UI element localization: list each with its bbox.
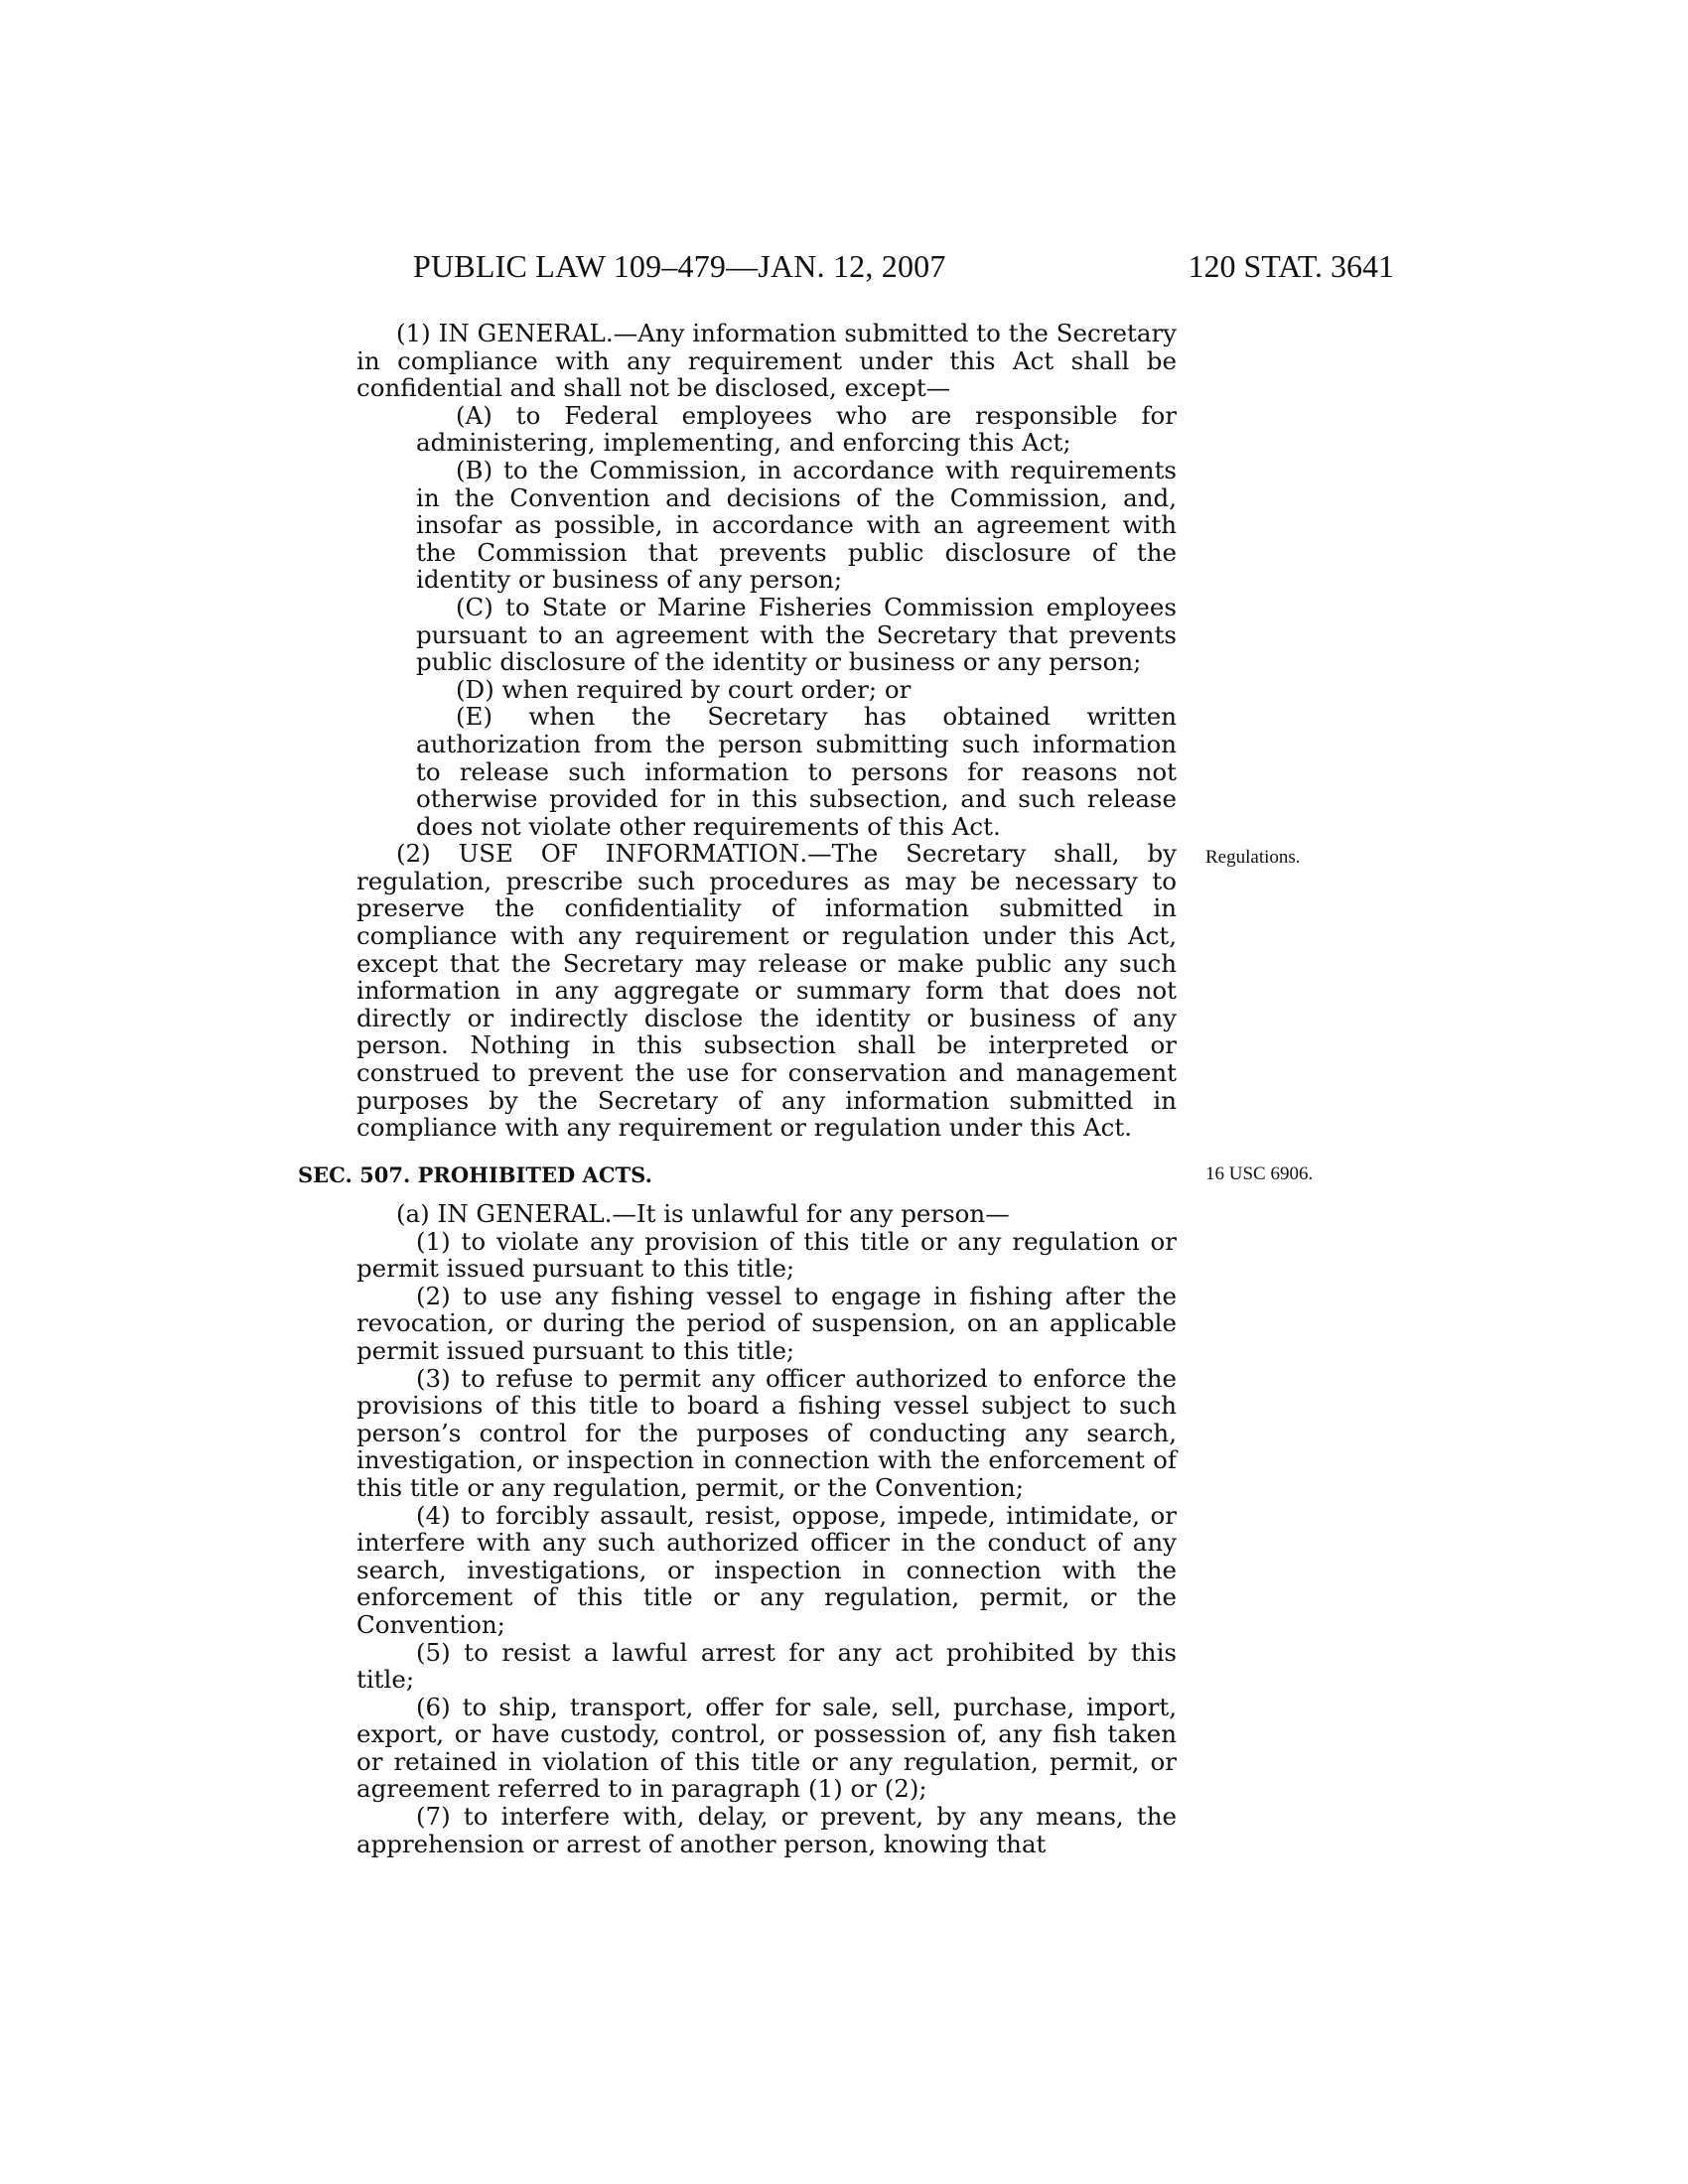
list-item-3: (3) to refuse to permit any officer authorized to enforce the provisions of this title to board a fishing vessel subject to such person’s control for the purposes of conducting any search, investigation, or inspection in connection with the enforcement of this title or any regulation, permit, or the Convention; — [356, 1363, 1177, 1502]
list-item-6: (6) to ship, transport, offer for sale, sell, purchase, import, export, or have custody, control, or possession of, any fish taken or retained in violation of this title or any regulation, permit, or agreement referred to in paragraph (1) or (2); — [356, 1692, 1177, 1804]
list-item-1: (1) to violate any provision of this title or any regulation or permit issued pursuant to this title; — [356, 1226, 1177, 1284]
para-label: (a) I — [396, 1199, 448, 1228]
page-header — [298, 248, 1394, 288]
header-statute-page: 120 STAT. 3641 — [1188, 248, 1394, 284]
list-item-5: (5) to resist a lawful arrest for any act prohibited by this title; — [356, 1637, 1177, 1695]
para-text: .—The Secretary shall, by regulation, prescribe such procedures as may be necessary to preserve the confidentiality of information submitted in compliance with any requirement or regulation under this Act, except that the Secretary may release or make public any such information in any aggregate or summary form that does not directly or indirectly disclose the identity or business of any person. Nothing in this subsection shall be interpreted or construed to prevent the use for conservation and management purposes by the Secretary of any information submitted in compliance with any requirement or regulation under this Act. — [356, 839, 1177, 1143]
para-heading: N GENERAL — [448, 319, 606, 347]
list-item-7: (7) to interfere with, delay, or prevent, by any means, the apprehension or arrest of another person, knowing that — [356, 1802, 1177, 1858]
para-label: (1) I — [396, 319, 449, 347]
margin-note-regulations: Regulations. — [1205, 847, 1301, 868]
list-item-e: (E) when the Secretary has obtained written authorization from the person submitting such information to release such information to persons for reasons not otherwise provided for in this subsection, and such release does not violate other requirements of this Act. — [416, 702, 1177, 841]
para-text: .—Any information submitted to the Secretary in compliance with any requirement under this Act shall be confidential and shall not be disclosed, except— — [356, 319, 1177, 403]
section-heading: SEC. 507. PROHIBITED ACTS. — [298, 1162, 652, 1187]
list-item-2: (2) to use any fishing vessel to engage in fishing after the revocation, or during the period of suspension, on an applicable permit issued pursuant to this title; — [356, 1281, 1177, 1365]
para-label: (2) U — [396, 839, 480, 869]
prohibited-acts-block — [356, 1200, 1177, 1857]
header-public-law: PUBLIC LAW 109–479—JAN. 12, 2007 — [413, 248, 946, 284]
margin-note-usc-citation: 16 USC 6906. — [1205, 1163, 1314, 1184]
list-item-a: (A) to Federal employees who are responsible for administering, implementing, and enforcing this Act; — [416, 400, 1177, 458]
paragraph-2-use-of-information — [356, 840, 1177, 1142]
list-item-4: (4) to forcibly assault, resist, oppose, impede, intimidate, or interfere with any such authorized officer in the conduct of any search, investigations, or inspection in connection with the enforcement of this title or any regulation, permit, or the Convention; — [356, 1500, 1177, 1639]
para-text: .—It is unlawful for any person— — [604, 1199, 1010, 1228]
para-heading: SE OF INFORMATION — [479, 839, 800, 869]
list-item-c: (C) to State or Marine Fisheries Commission employees pursuant to an agreement with the Secretary that prevents public disclosure of the identity or business or any person; — [416, 592, 1177, 677]
list-item-d: (D) when required by court order; or — [456, 674, 912, 704]
list-item-b: (B) to the Commission, in accordance with requirements in the Convention and decisions of the Commission, and, insofar as possible, in accordance with an agreement with the Commission that prevents public disclosure of the identity or business of any person; — [416, 455, 1177, 595]
subsection-a-in-general — [356, 1200, 1177, 1228]
para-heading: N GENERAL — [447, 1199, 605, 1228]
confidentiality-block — [356, 320, 1177, 1142]
paragraph-1-in-general — [356, 320, 1177, 402]
